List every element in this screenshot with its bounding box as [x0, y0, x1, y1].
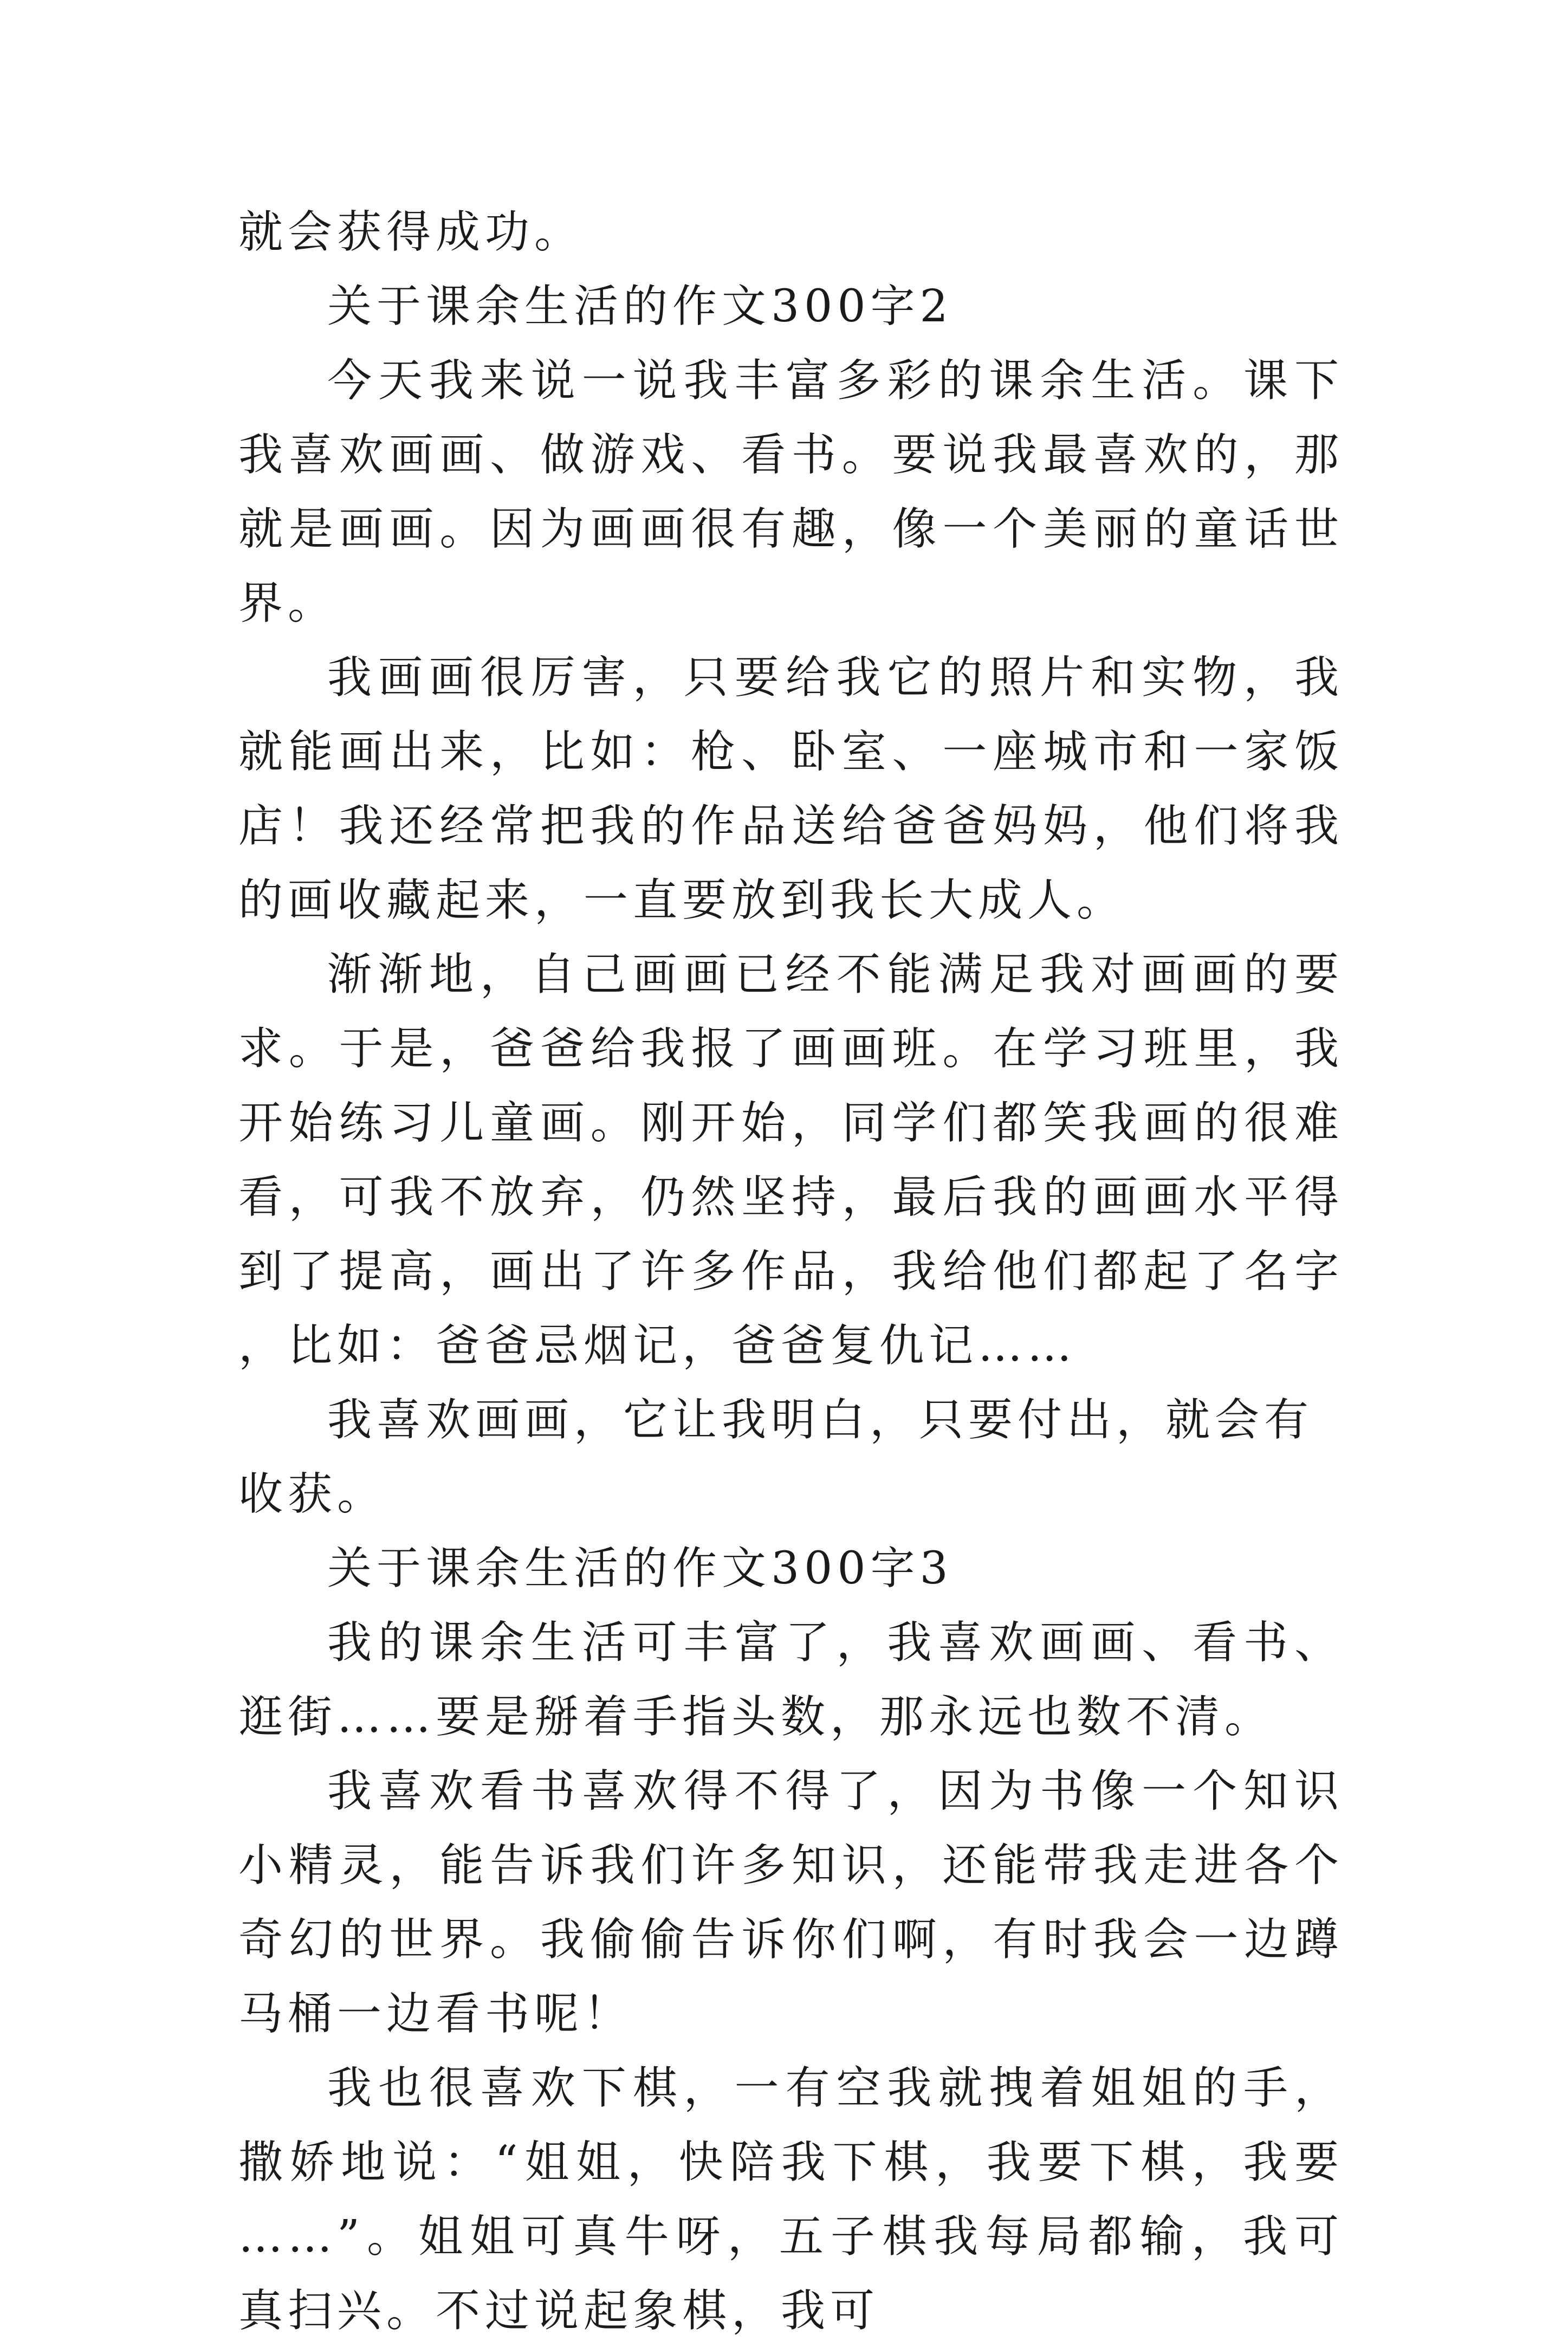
paragraph: 我喜欢画画，它让我明白，只要付出，就会有收获。: [238, 1394, 1314, 1520]
paragraph: 我喜欢看书喜欢得不得了，因为书像一个知识小精灵，能告诉我们许多知识，还能带我走进各个奇幻的世界。我偷偷告诉你们啊，有时我会一边蹲马桶一边看书呢！: [238, 1765, 1344, 2040]
paragraph: 我也很喜欢下棋，一有空我就拽着姐姐的手，撒娇地说：“姐姐，快陪我下棋，我要下棋，我要……”。姐姐可真牛呀，五子棋我每局都输，我可真扫兴。不过说起象棋，我可: [238, 2062, 1344, 2337]
essay-heading-3: 关于课余生活的作文300字3: [327, 1543, 953, 1594]
paragraph: 今天我来说一说我丰富多彩的课余生活。课下我喜欢画画、做游戏、看书。要说我最喜欢的，那就是画画。因为画画很有趣，像一个美丽的童话世界。: [238, 355, 1344, 629]
essay-heading-2: 关于课余生活的作文300字2: [327, 281, 953, 332]
paragraph-continuation: 就会获得成功。: [238, 206, 584, 258]
paragraph: 渐渐地，自己画画已经不能满足我对画画的要求。于是，爸爸给我报了画画班。在学习班里，我开始练习儿童画。刚开始，同学们都笑我画的很难看，可我不放弃，仍然坚持，最后我的画画水平得到了提高，画出了许多作品，我给他们都起了名字，比如：爸爸忌烟记，爸爸复仇记……: [238, 949, 1344, 1372]
paragraph: 我的课余生活可丰富了，我喜欢画画、看书、逛街……要是掰着手指头数，那永远也数不清。: [238, 1617, 1344, 1743]
paragraph: 我画画很厉害，只要给我它的照片和实物，我就能画出来，比如：枪、卧室、一座城市和一家饭店！我还经常把我的作品送给爸爸妈妈，他们将我的画收藏起来，一直要放到我长大成人。: [238, 652, 1344, 926]
essay-body: [238, 195, 1344, 2348]
